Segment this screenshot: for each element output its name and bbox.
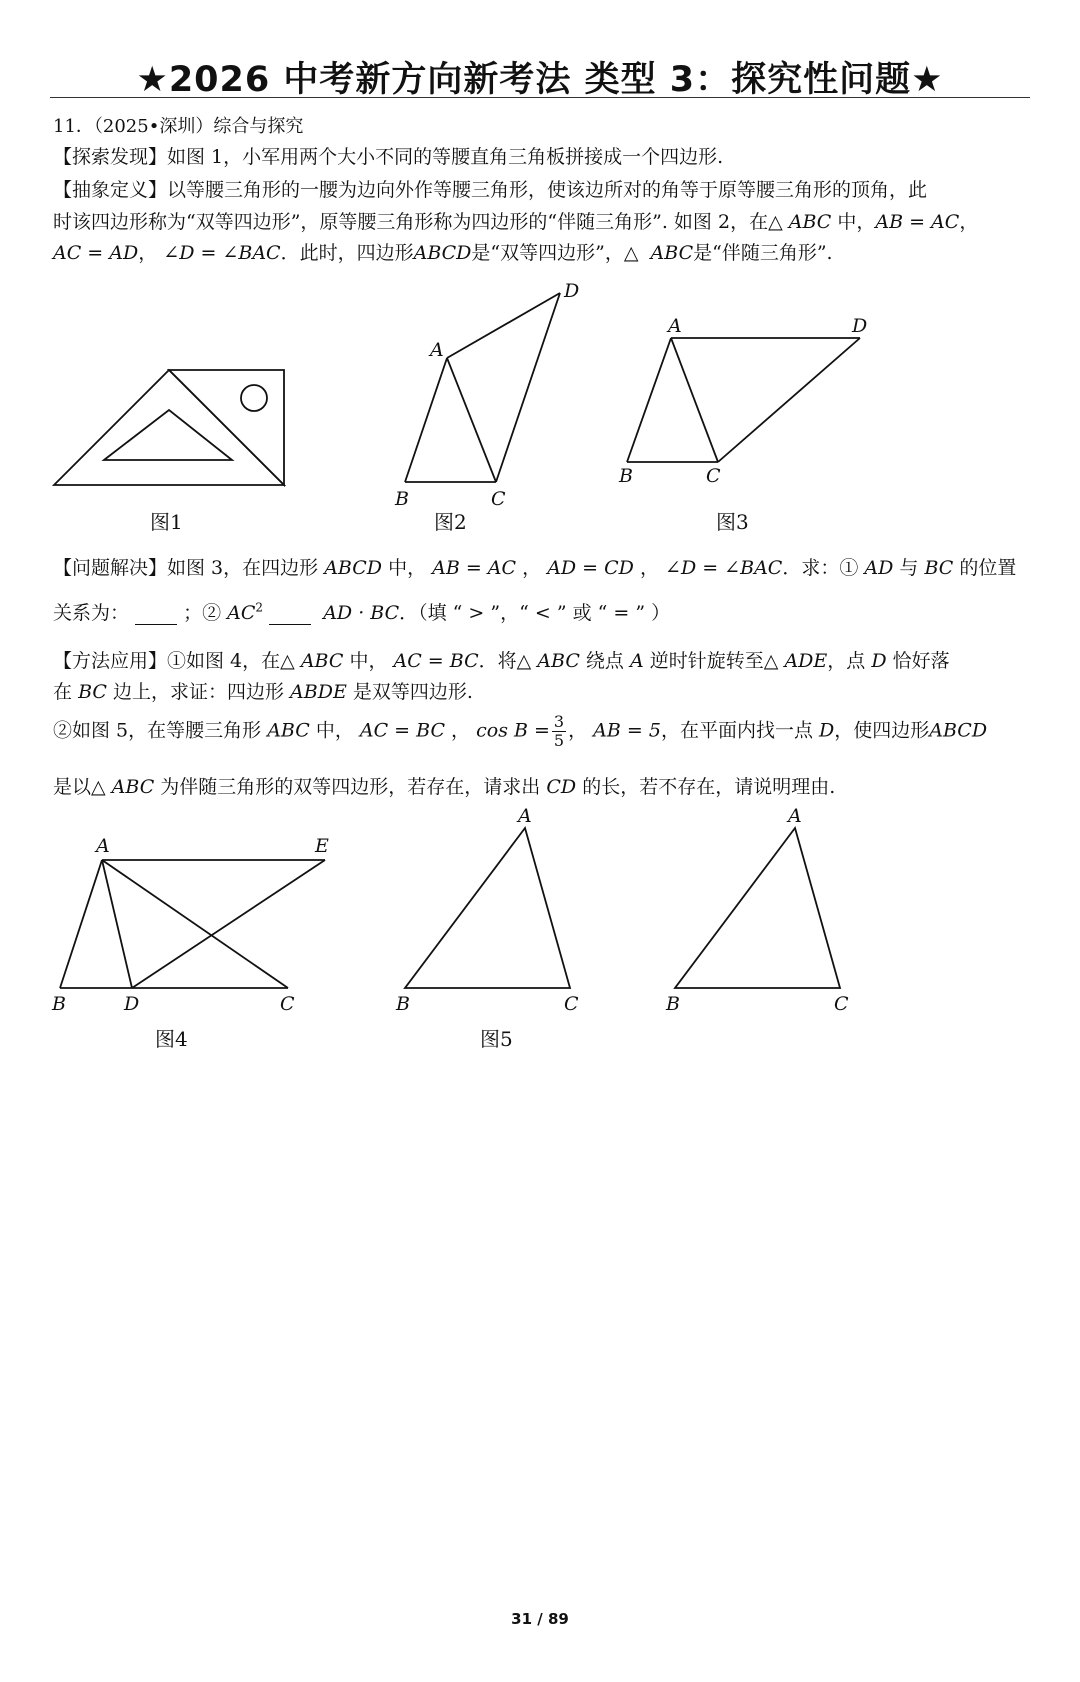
fig6-label-b: B bbox=[666, 993, 680, 1015]
define-text-2a: 时该四边形称为“双等四边形”，原等腰三角形称为四边形的“伴随三角形”. 如图 2，在△ bbox=[53, 211, 783, 233]
math-angle-d: ∠D = ∠BAC bbox=[665, 557, 783, 579]
inner-triangle-hole bbox=[104, 410, 232, 460]
fig3-label-b: B bbox=[619, 465, 633, 487]
fig3-label-d: D bbox=[852, 315, 868, 337]
seg-de bbox=[132, 860, 325, 988]
problem-number: 11．（2025•深圳）综合与探究 bbox=[53, 116, 304, 137]
fraction-denominator: 5 bbox=[553, 731, 565, 750]
math-d: D bbox=[819, 719, 835, 742]
solve-text-1e: ， bbox=[522, 557, 542, 579]
solve-text-1g: ， bbox=[639, 557, 659, 579]
apply-text-1i: 逆时针旋转至△ bbox=[649, 650, 779, 672]
figure-5 bbox=[390, 800, 590, 1020]
math-ac: AC bbox=[227, 602, 256, 624]
math-abcd: ABCD bbox=[324, 557, 383, 579]
triangle-abc bbox=[405, 828, 570, 988]
figure-4-drawing bbox=[50, 830, 340, 1020]
solve-text-2a: 关系为： bbox=[53, 602, 130, 624]
math-exponent: 2 bbox=[255, 600, 264, 615]
math-abc: ABC bbox=[267, 719, 310, 742]
math-ad: AD bbox=[864, 557, 894, 579]
seg-cd bbox=[496, 293, 560, 482]
seg-ad bbox=[447, 293, 560, 358]
math-angle-d: ∠D = ∠BAC bbox=[163, 242, 281, 264]
apply-line-3 bbox=[53, 713, 987, 750]
define-text-2c: 中， bbox=[837, 211, 876, 233]
math-abc: ABC bbox=[300, 650, 344, 672]
apply-line-2 bbox=[53, 677, 473, 704]
apply-text-3k: ，使四边形 bbox=[834, 719, 930, 742]
apply-text-3a: ②如图 5，在等腰三角形 bbox=[53, 719, 262, 742]
fraction-numerator: 3 bbox=[553, 712, 565, 731]
apply-text-3i: ，在平面内找一点 bbox=[660, 719, 813, 742]
figure-3 bbox=[612, 310, 872, 490]
solve-text-2b: ；② bbox=[183, 602, 228, 624]
math-ade: ADE bbox=[784, 650, 828, 672]
answer-blank-2[interactable] bbox=[269, 602, 311, 625]
apply-text-4e: 的长，若不存在，请说明理由. bbox=[582, 776, 836, 798]
fig3-label-a: A bbox=[668, 315, 682, 337]
define-text-3f: 是“双等四边形”，△ bbox=[471, 242, 639, 264]
apply-text-3g: ， bbox=[568, 719, 588, 742]
apply-line-1 bbox=[53, 646, 950, 673]
triangle-abc-copy bbox=[675, 828, 840, 988]
solve-text-1k: 与 bbox=[893, 557, 925, 579]
figure-4 bbox=[50, 830, 340, 1020]
math-abc: ABC bbox=[788, 211, 832, 233]
explore-tag: 【探索发现】 bbox=[53, 146, 168, 168]
figure-3-caption: 图3 bbox=[716, 510, 749, 534]
math-ac-eq-bc: AC = BC bbox=[393, 650, 479, 672]
math-abc-2: ABC bbox=[650, 242, 694, 264]
solve-tag: 【问题解决】 bbox=[53, 557, 168, 579]
apply-text-1e: ．将△ bbox=[478, 650, 532, 672]
math-abc-2: ABC bbox=[537, 650, 580, 672]
fig4-label-c: C bbox=[280, 993, 295, 1015]
seg-ab bbox=[627, 338, 671, 462]
define-line-2 bbox=[53, 207, 978, 234]
solve-text-1i: ．求：① bbox=[782, 557, 865, 579]
define-line-1 bbox=[53, 175, 927, 202]
apply-text-4a: 是以△ bbox=[53, 776, 106, 798]
define-line-3 bbox=[53, 238, 833, 265]
fraction-3-5 bbox=[552, 713, 566, 750]
fig4-label-a: A bbox=[96, 835, 110, 857]
fig5-label-c: C bbox=[564, 993, 579, 1015]
apply-text-1c: 中， bbox=[349, 650, 388, 672]
page-title: ★2026 中考新方向新考法 类型 3：探究性问题★ bbox=[136, 60, 944, 100]
define-text-3b: ， bbox=[138, 242, 158, 264]
fig2-label-b: B bbox=[395, 488, 409, 510]
math-ad-eq-cd: AD = CD bbox=[547, 557, 634, 579]
math-abcd: ABCD bbox=[413, 242, 472, 264]
math-ab-eq-ac: AB = AC bbox=[432, 557, 517, 579]
circle-hole bbox=[241, 385, 267, 411]
apply-text-1k: ，点 bbox=[827, 650, 866, 672]
math-ad-bc: AD · BC bbox=[323, 602, 400, 624]
solve-text-1c: 中， bbox=[388, 557, 427, 579]
math-a: A bbox=[629, 650, 644, 672]
math-ab-eq-5: AB = 5 bbox=[593, 719, 661, 742]
solve-text-2e: ．（填 “ > ”，“ < ” 或 “ = ” ） bbox=[399, 602, 671, 624]
math-d: D bbox=[871, 650, 887, 672]
title-divider bbox=[50, 97, 1030, 98]
math-abde: ABDE bbox=[290, 681, 347, 703]
math-abc: ABC bbox=[111, 776, 155, 798]
math-cos-b: cos B = bbox=[476, 719, 550, 742]
figure-5-caption: 图5 bbox=[480, 1027, 513, 1051]
math-ac-eq-bc: AC = BC bbox=[359, 719, 445, 742]
seg-ad bbox=[102, 860, 132, 988]
figure-2-drawing bbox=[390, 280, 590, 510]
fig2-label-a: A bbox=[430, 339, 444, 361]
seg-ab bbox=[60, 860, 102, 988]
apply-text-1m: 恰好落 bbox=[892, 650, 950, 672]
figure-5-copy-drawing bbox=[660, 798, 860, 1018]
answer-blank-1[interactable] bbox=[135, 602, 177, 625]
fig2-label-c: C bbox=[491, 488, 506, 510]
define-text-2e: ， bbox=[959, 211, 979, 233]
explore-paragraph bbox=[53, 142, 723, 169]
define-text-3h: 是“伴随三角形”. bbox=[693, 242, 833, 264]
seg-ac bbox=[102, 860, 288, 988]
fig5-label-a: A bbox=[518, 805, 532, 827]
figure-1-caption: 图1 bbox=[150, 510, 183, 534]
large-triangle bbox=[54, 370, 284, 485]
fig4-label-e: E bbox=[315, 835, 329, 857]
figure-4-caption: 图4 bbox=[155, 1027, 188, 1051]
figure-2 bbox=[390, 280, 590, 510]
solve-text-1m: 的位置 bbox=[953, 557, 1017, 579]
solve-text-1a: 如图 3，在四边形 bbox=[167, 557, 319, 579]
apply-text-4c: 为伴随三角形的双等四边形，若存在，请求出 bbox=[160, 776, 541, 798]
seg-ab bbox=[405, 358, 447, 482]
fig5-label-b: B bbox=[396, 993, 410, 1015]
math-bc: BC bbox=[924, 557, 954, 579]
apply-text-3e: ， bbox=[451, 719, 471, 742]
figure-2-caption: 图2 bbox=[434, 510, 467, 534]
math-abcd: ABCD bbox=[929, 719, 988, 742]
figure-1-drawing bbox=[52, 355, 292, 495]
figure-5-drawing bbox=[390, 800, 590, 1020]
math-ac-eq-ad: AC = AD bbox=[53, 242, 139, 264]
figure-1 bbox=[52, 355, 292, 495]
apply-tag: 【方法应用】 bbox=[53, 650, 168, 672]
fig6-label-c: C bbox=[834, 993, 849, 1015]
right-set-square bbox=[169, 370, 284, 485]
page-number: 31 / 89 bbox=[511, 1610, 569, 1628]
math-bc: BC bbox=[78, 681, 107, 703]
explore-text: 如图 1，小军用两个大小不同的等腰直角三角板拼接成一个四边形. bbox=[167, 146, 724, 168]
fig4-label-d: D bbox=[124, 993, 140, 1015]
math-ab-eq-ac: AB = AC bbox=[875, 211, 960, 233]
seg-ac bbox=[447, 358, 496, 482]
apply-text-2c: 边上，求证：四边形 bbox=[112, 681, 284, 703]
math-cd: CD bbox=[546, 776, 577, 798]
figure-3-drawing bbox=[612, 310, 872, 490]
solve-line-2 bbox=[53, 598, 670, 625]
fig2-label-d: D bbox=[564, 280, 580, 302]
solve-line-1 bbox=[53, 553, 1016, 580]
fig4-label-b: B bbox=[52, 993, 66, 1015]
apply-text-1a: ①如图 4，在△ bbox=[167, 650, 295, 672]
fig3-label-c: C bbox=[706, 465, 721, 487]
seg-cd bbox=[718, 338, 860, 462]
apply-line-4 bbox=[53, 772, 835, 799]
define-text-3d: ．此时，四边形 bbox=[280, 242, 414, 264]
apply-text-2a: 在 bbox=[53, 681, 73, 703]
apply-text-3c: 中， bbox=[315, 719, 354, 742]
seg-ac bbox=[671, 338, 718, 462]
apply-text-2e: 是双等四边形. bbox=[352, 681, 473, 703]
fig6-label-a: A bbox=[788, 805, 802, 827]
define-text-1: 以等腰三角形的一腰为边向外作等腰三角形，使该边所对的角等于原等腰三角形的顶角，此 bbox=[167, 179, 928, 201]
figure-5-copy bbox=[660, 798, 860, 1018]
apply-text-1g: 绕点 bbox=[585, 650, 624, 672]
define-tag: 【抽象定义】 bbox=[53, 179, 168, 201]
